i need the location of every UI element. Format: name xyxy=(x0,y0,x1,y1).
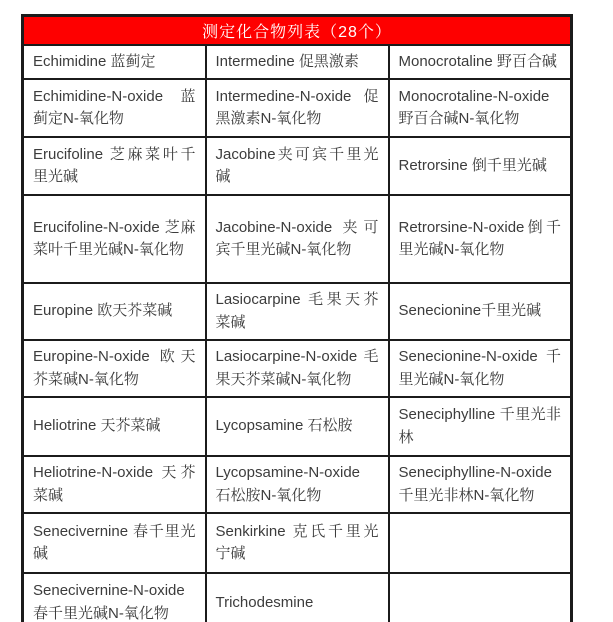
compound-cell: Senecivernine 春千里光碱 xyxy=(23,513,206,573)
table-row xyxy=(23,195,572,283)
compound-cell: Heliotrine-N-oxide 天芥菜碱 xyxy=(23,456,206,513)
compound-cell: Trichodesmine xyxy=(206,573,389,622)
table-row xyxy=(23,137,572,195)
compound-cell: Erucifoline-N-oxide 芝麻菜叶千里光碱N-氧化物 xyxy=(23,195,206,283)
table-row xyxy=(23,513,572,573)
compound-cell: Lycopsamine 石松胺 xyxy=(206,397,389,456)
compound-cell: Monocrotaline 野百合碱 xyxy=(389,45,572,80)
table-row xyxy=(23,397,572,456)
compound-cell: Europine-N-oxide 欧天芥菜碱N-氧化物 xyxy=(23,340,206,397)
compound-cell: Europine 欧天芥菜碱 xyxy=(23,283,206,340)
compound-cell: Jacobine夹可宾千里光碱 xyxy=(206,137,389,195)
table-title: 测定化合物列表（28个） xyxy=(23,16,572,45)
compound-table xyxy=(21,14,573,622)
compound-cell: Intermedine 促黑激素 xyxy=(206,45,389,80)
compound-cell: Lasiocarpine 毛果天芥菜碱 xyxy=(206,283,389,340)
compound-cell: Retrorsine-N-oxide倒千里光碱N-氧化物 xyxy=(389,195,572,283)
table-row xyxy=(23,45,572,80)
compound-cell: Monocrotaline-N-oxide 野百合碱N-氧化物 xyxy=(389,79,572,137)
table-row xyxy=(23,573,572,622)
table-header-row xyxy=(23,16,572,45)
compound-cell: Erucifoline 芝麻菜叶千里光碱 xyxy=(23,137,206,195)
table-row xyxy=(23,456,572,513)
table-row xyxy=(23,79,572,137)
compound-cell: Heliotrine 天芥菜碱 xyxy=(23,397,206,456)
table-row xyxy=(23,340,572,397)
compound-cell: Senkirkine 克氏千里光宁碱 xyxy=(206,513,389,573)
compound-cell: Senecionine千里光碱 xyxy=(389,283,572,340)
compound-cell xyxy=(389,513,572,573)
compound-cell: Intermedine-N-oxide 促黑激素N-氧化物 xyxy=(206,79,389,137)
compound-cell: Senecionine-N-oxide千里光碱N-氧化物 xyxy=(389,340,572,397)
compound-cell xyxy=(389,573,572,622)
compound-cell: Retrorsine 倒千里光碱 xyxy=(389,137,572,195)
compound-cell: Senecivernine-N-oxide 春千里光碱N-氧化物 xyxy=(23,573,206,622)
table-row xyxy=(23,283,572,340)
compound-cell: Lycopsamine-N-oxide 石松胺N-氧化物 xyxy=(206,456,389,513)
compound-cell: Jacobine-N-oxide 夹可宾千里光碱N-氧化物 xyxy=(206,195,389,283)
compound-cell: Seneciphylline-N-oxide 千里光非林N-氧化物 xyxy=(389,456,572,513)
compound-cell: Echimidine-N-oxide 蓝蓟定N-氧化物 xyxy=(23,79,206,137)
compound-cell: Seneciphylline 千里光非林 xyxy=(389,397,572,456)
compound-cell: Lasiocarpine-N-oxide 毛果天芥菜碱N-氧化物 xyxy=(206,340,389,397)
compound-cell: Echimidine 蓝蓟定 xyxy=(23,45,206,80)
